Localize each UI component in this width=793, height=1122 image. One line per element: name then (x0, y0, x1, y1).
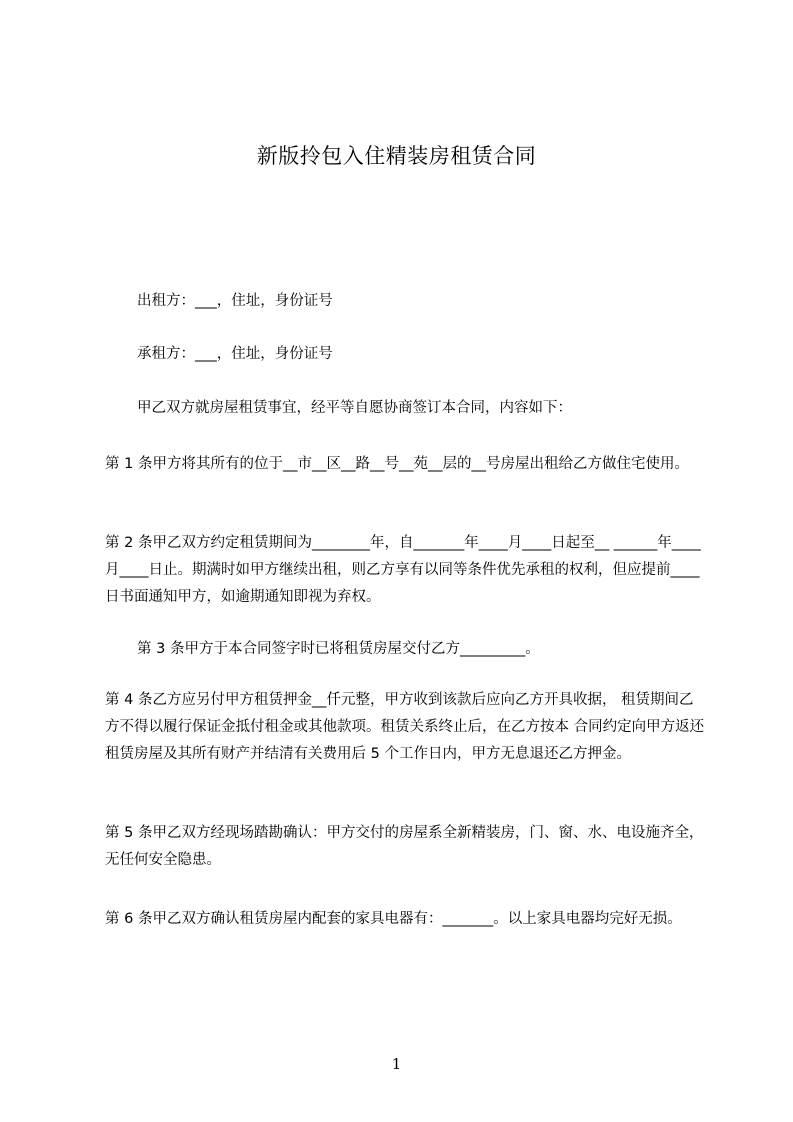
article-6-paragraph: 第 6 条甲乙双方确认租赁房屋内配套的家具电器有：_______。以上家具电器均完好无损。 (105, 911, 682, 927)
article-3-paragraph: 第 3 条甲方于本合同签字时已将租赁房屋交付乙方_________。 (137, 641, 540, 657)
article-2-paragraph: 第 2 条甲乙双方约定租赁期间为________年，自_______年____月____日起至__ ______年____月____日止。期满时如甲方继续出租，则乙方享有以同等条件优先承租的权利，但应提前____日书面通知甲方，如逾期通知即视为弃权。 (105, 535, 701, 605)
lessor-line: 出租方：___，住址，身份证号 (137, 293, 333, 309)
article-4-paragraph: 第 4 条乙方应另付甲方租赁押金__仟元整，甲方收到该款后应向乙方开具收据， 租赁期间乙方不得以履行保证金抵付租金或其他款项。租赁关系终止后，在乙方按本 合同约定向甲方返还租赁房屋及其所有财产并结清有关费用后 5 个工作日内，甲方无息退还乙方押金。 (105, 692, 705, 762)
lessee-line: 承租方：___，住址，身份证号 (137, 346, 333, 362)
page-number: 1 (391, 1055, 402, 1073)
article-1-paragraph: 第 1 条甲方将其所有的位于__市__区__路__号__苑__层的__号房屋出租给乙方做住宅使用。 (105, 456, 689, 472)
document-title: 新版拎包入住精装房租赁合同 (256, 144, 537, 168)
preamble-paragraph: 甲乙双方就房屋租赁事宜，经平等自愿协商签订本合同，内容如下： (137, 400, 572, 416)
article-5-paragraph: 第 5 条甲乙双方经现场踏勘确认：甲方交付的房屋系全新精装房，门、窗、水、电设施齐全，无任何安全隐患。 (105, 825, 704, 868)
